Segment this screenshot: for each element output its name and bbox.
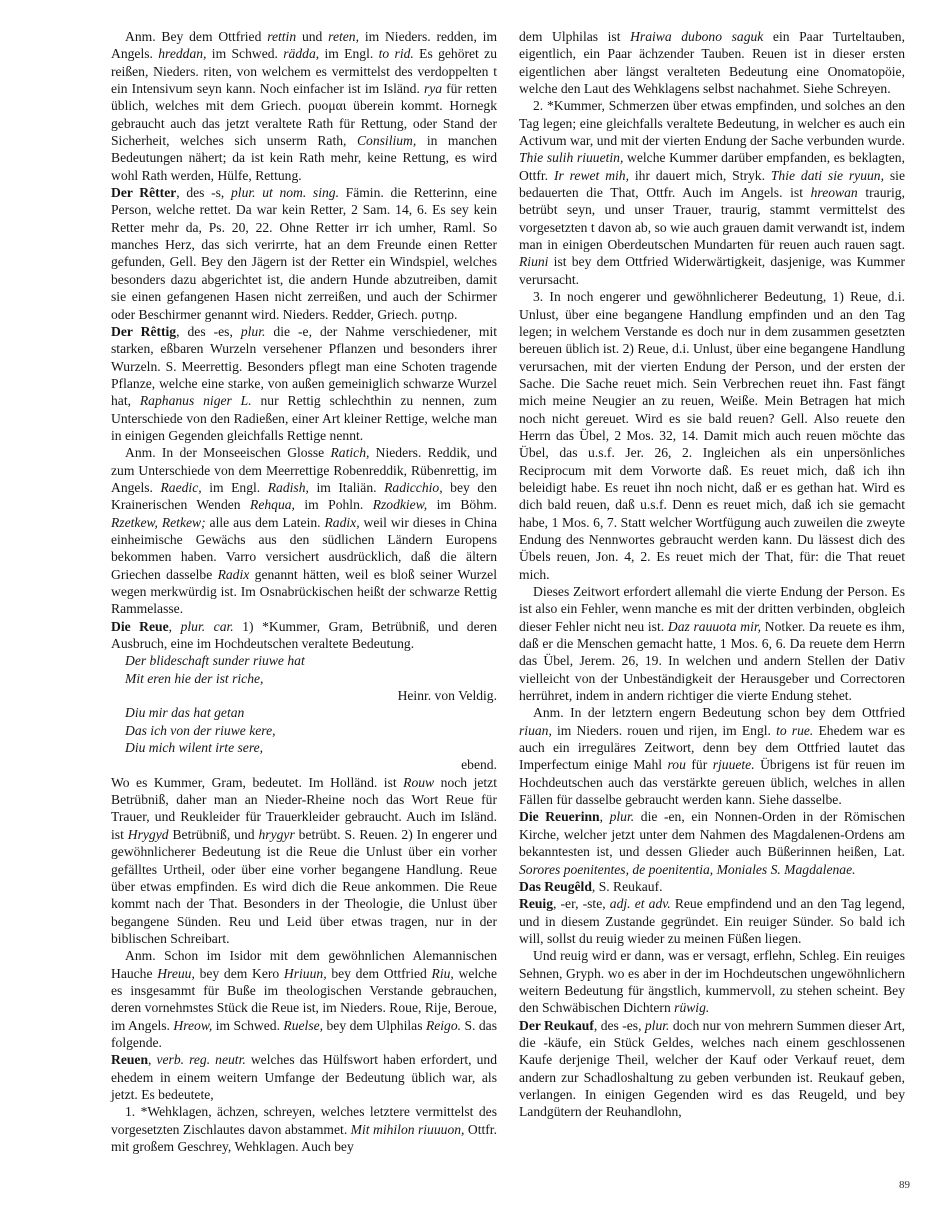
text-run: Übrigens ist für reuen im Hochdeutschen auch das verstärkte gereuen üblich, welches in allen Fällen für dasselbe gebraucht werden kann. Siehe dasselbe. [519,757,906,808]
text-run: und [296,29,329,44]
entry-paragraph [519,1017,905,1121]
italic-text: rya [423,81,443,97]
text-run: bey dem Ulphilas [323,1017,426,1033]
text-run: für [685,757,713,773]
page-number: 89 [899,1179,910,1191]
entry-paragraph [111,618,497,653]
italic-text: Raphanus niger L. [139,393,252,409]
italic-text: Mit mihilon riuuuon, [350,1121,465,1137]
text-run: , -er, -ste, [552,896,610,912]
italic-text: Consilium, [356,133,417,149]
text-run: im Italiän. [308,479,385,495]
entry-paragraph [519,895,905,947]
text-run: Anm. In der Monseeischen Glosse [125,445,331,461]
text-run: die -e, der Nahme verschiedener, mit starken, eßbaren Wurzeln versehener Pflanzen und besonders ihrer Wurzeln. S. Meerrettig. Besonders pflegt man eine Schoten tragende Pflanze, welche eine starke, von außen gemeiniglich schwarze Wurzel hat, [111,323,498,409]
italic-text: Riu, [431,965,454,981]
text-run: ihr dauert mich, Stryk. [629,167,771,183]
italic-text: hrygyr [258,826,295,842]
entry-paragraph [111,1051,497,1103]
italic-text: reten, [328,29,359,44]
headword: Die Reuerinn [519,809,600,825]
text-run: für retten üblich, welches mit dem Griech. ρυομαι überein kommt. Hornegk gebraucht auch das jetzt veraltete Rath für Rettung, oder Stand der Sicherheit, welches sich unserm Rath, [111,81,497,149]
source-citation [111,756,497,773]
italic-text: Radish, [267,479,309,495]
italic-text: Reigo. [425,1017,462,1033]
entry-paragraph [111,1103,497,1155]
italic-text: Hrygyd [127,826,169,842]
text-run: ist bey dem Ottfried Widerwärtigkeit, dasjenige, was Kummer verursacht. [519,254,905,287]
italic-text: Hraiwa dubono saguk [630,29,764,44]
italic-text: Radix [217,566,250,582]
text-run: 2. *Kummer, Schmerzen über etwas empfinden, und solches an den Tag legen; eine gleichfalls veraltete Bedeutung, in welcher es auch ein Activum war, und mit der vierten Endung der Sache verbunden wurde. [519,98,905,149]
text-run: Heinr. von Veldig. [397,688,497,704]
text-run: nur Rettig schlechthin zu nennen, zum Unterschiede von den Radießen, einer Art kleiner Rettige, welche man in einigen Gegenden gleichfalls Rettige nennt. [111,393,497,443]
text-run: ein Paar Turteltauben, eigentlich, ein Paar ächzender Tauben. Reuen ist in dieser ersten eigentlichen aber längst veralteten Bedeutung eine Onomatopöie, welche den Laut des Wehklagens selbst nachahmet. Siehe Schreyen. [519,29,905,97]
text-run: Es gehöret zu reißen, Nieders. riten, von welchem es vermittelst des verdoppelten t ein Intensivum seyn kann. Noch einfacher ist im Isländ. [111,46,498,97]
italic-text: Hreow, [173,1017,213,1033]
entry-paragraph [519,583,905,704]
left-column [111,28,497,1155]
italic-text: verb. reg. neutr. [156,1052,246,1068]
text-run: im Schwed. [212,1017,284,1033]
italic-text: riuan, [519,722,552,738]
text-run: , des -es, [176,323,241,339]
italic-text: Rehqua, [250,497,295,513]
text-run: 1) *Kummer, Gram, Betrübniß, und deren Ausbruch, eine im Hochdeutschen veraltete Bedeutung. [111,618,497,652]
verse-line [111,704,497,721]
entry-paragraph [519,97,905,288]
text-run: Diu mich wilent irte sere, [125,740,264,756]
text-run: , [168,618,181,634]
text-run: Der blideschaft sunder riuwe hat [125,653,305,669]
italic-text: hreowan [810,185,858,201]
italic-text: adj. et adv. [609,896,671,912]
text-run: ebend. [461,757,497,773]
headword: Der Reukauf [519,1017,594,1033]
text-run: Fämin. die Retterinn, eine Person, welche rettet. Da war kein Retter, 2 Sam. 14, 6. Es sey kein Retter mehr da, Ps. 20, 22. Ohne Retter irr ich umher, Raml. So manches Herz, das sich verirrte, hat an dem Freunde einen Retter gefunden, Gell. Bey den Jägern ist der Retter ein Windspiel, welches besonders dazu abgerichtet ist, die andern Hunde abzutreiben, damit sie einen gefangenen Hasen nicht zerreißen, und auch der Schirmer oder Beschirmer genannt wird. Nieders. Redder, Griech. ρυτηρ. [111,185,497,322]
text-run: Notker. Da reuete es ihm, daß er die Menschen gemacht hatte, 1 Mos. 6, 6. Da reuete dem Herrn das Übel, Jerem. 26, 19. In welchen und andern Stellen der Dativ vielleicht von der Unbeständigkeit der Herausgeber und Correctoren herrühret, indem in andern richtiger die vierte Endung stehet. [519,618,906,704]
italic-text: Thie sulih riuuetin, [519,150,624,166]
verse-line [111,670,497,687]
italic-text: hreddan, [158,46,207,62]
italic-text: Daz rauuota mir, [667,618,762,634]
italic-text: plur. car. [180,618,234,634]
italic-text: rjuuete. [712,757,755,773]
text-run: im Schwed. [206,46,284,62]
text-run: dem Ulphilas ist [519,29,631,44]
italic-text: Thie dati sie ryuun, [770,167,885,183]
text-run: , [599,809,610,825]
italic-text: Rzetkew, Retkew; [111,514,206,530]
text-run: Wo es Kummer, Gram, bedeutet. Im Holländ. ist [111,774,404,790]
text-run: , [148,1052,157,1068]
italic-text: Radix, [324,514,360,530]
headword: Reuen [111,1052,149,1068]
text-run: die -en, ein Nonnen-Orden in der Römischen Kirche, welcher jetzt unter dem Nahmen des Magdalenen-Ordens am bekanntesten ist, und dessen Glieder auch Büßerinnen heißen, Lat. [519,809,905,860]
entry-paragraph [519,28,905,97]
entry-paragraph [519,288,905,583]
italic-text: Rouw [403,774,435,790]
verse-line [111,739,497,756]
headword: Der Rêttig [111,323,177,339]
italic-text: Hreuu, [157,965,195,981]
italic-text: Ir rewet mih, [553,167,629,183]
entry-paragraph [111,323,497,444]
italic-text: rou [667,757,686,773]
italic-text: to rue. [776,722,814,738]
text-run: , S. Reukauf. [591,878,663,894]
text-run: doch nur von mehrern Summen dieser Art, die -käufe, ein Stück Geldes, welches nach einem geschlossenen Kaufe derjenige Theil, welcher der Kauf oder Verkauf reuet, dem andern zur Schadloshaltung zu geben verbunden ist. Reukauf geben, verlangen. In einigen Gegenden wird es das Reugeld, und bey Landgütern der Reuhandlohn, [519,1017,906,1120]
italic-text: Sorores poenitentes, de poenitentia, Moniales S. Magdalenae. [519,861,856,877]
headword: Der Rêtter [111,185,177,201]
italic-text: plur. ut nom. sing. [231,185,339,201]
italic-text: Ruelse, [283,1017,324,1033]
italic-text: rüwig. [674,1000,710,1016]
entry-paragraph [111,444,497,617]
text-run: sie bedauerten die That, Ottfr. Auch im Angels. ist [519,167,905,201]
italic-text: Raedic, [160,479,202,495]
text-run: Ehedem war es auch ein irreguläres Zeitwort, denn bey dem Ottfried lautet das Imperfectum einige Mahl [519,722,905,773]
italic-text: Rzodkiew, [372,497,428,513]
italic-text: rettin [267,29,297,44]
italic-text: Riuni [519,254,549,270]
text-run: betrübt. S. Reuen. 2) In engerer und gewöhnlicherer Bedeutung ist die Reue die Unlust über ein vorher gefälltes Urtheil, oder über eine vorher begangene Handlung. Reue über etwas empfinden. Es wird dich die Reue ankommen. Die Reue kommt nach der That. Besonders in der Theologie, die Unlust über begangene Sünden. Reu und Leid über etwas tragen, nur in der biblischen Schreibart. [111,826,497,946]
right-column [519,28,905,1121]
text-run: weil wir dieses in China einheimische Gewächs aus den südlichen Ländern Europens bekommen haben. Varro versichert ausdrücklich, daß die ältern Griechen dasselbe [111,514,497,582]
text-run: Anm. Schon im Isidor mit dem gewöhnlichen Alemannischen Hauche [111,948,497,981]
text-run: S. das folgende. [111,1017,498,1050]
text-run: bey dem Kero [194,965,284,981]
italic-text: Hriuun, [283,965,327,981]
text-run: , des -s, [176,185,231,201]
text-run: Mit eren hie der ist riche, [125,670,264,686]
text-run: Und reuig wird er dann, was er versagt, erflehn, Schleg. Ein reuiges Sehnen, Gryph. wo es aber in der im Hochdeutschen ungewöhnlichern weitern Bedeutung für ängstlich, kummervoll, zu stehen scheint. Bey den Schwäbischen Dichtern [519,948,905,1016]
text-run: alle aus dem Latein. [205,514,325,530]
text-run: traurig, betrübt seyn, und unser Trauer, traurig, stammt vermittelst des vorgesetzten t davon ab, so wie auch grauen damit verwandt ist, indem man in einigen Oberdeutschen Mundarten für reuen auch rauen sagt. [519,185,905,253]
text-run: Anm. In der letztern engern Bedeutung schon bey dem Ottfried [533,705,905,721]
text-run: Anm. Bey dem Ottfried [125,29,268,44]
italic-text: to rid. [378,46,414,62]
text-run: Betrübniß, und [168,826,259,842]
headword: Reuig [519,896,553,912]
italic-text: Radicchio, [384,479,443,495]
entry-paragraph [519,808,905,877]
text-run: Dieses Zeitwort erfordert allemahl die vierte Endung der Person. Es ist also ein Fehler, wenn manche es mit der dritten verbinden, obgleich dieser Fehler nicht neu ist. [519,584,905,634]
verse-line [111,652,497,669]
text-run: Diu mir das hat getan [125,705,245,721]
text-run: , des -es, [593,1017,645,1033]
text-run: im Böhm. [427,497,497,513]
entry-paragraph [111,947,497,1051]
text-run: Nieders. Reddik, und zum Unterschiede von dem Meerrettige Robenreddik, Rübenrettig, im Angels. [111,445,497,495]
text-run: welche Kummer darüber empfanden, es beklagten, Ottfr. [519,150,905,183]
source-citation [111,687,497,704]
verse-line [111,722,497,739]
text-run: im Engl. [319,46,379,62]
entry-paragraph [111,184,497,323]
text-run: welche es insgesammt für Buße im theologischen Verstande gebrauchen, deren vornehmstes Stück die Reue ist, im Nieders. Roue, Rije, Beroue, im Angels. [111,965,497,1033]
headword: Die Reue [111,618,169,634]
text-run: Ottfr. mit großem Geschrey, Wehklagen. Auch bey [111,1121,497,1154]
text-run: bey dem Ottfried [326,965,432,981]
text-run: 3. In noch engerer und gewöhnlicherer Bedeutung, 1) Reue, d.i. Unlust, über eine begangene Handlung empfinden und an den Tag legen; in welchem Verstande es doch nur in dem zusammen gesetzten bereuen üblich ist. 2) Reue, d.i. Unlust, über eine begangene Handlung verursachen, mit der vierten Endung der Person, und der ersten der Sache. Die Sache reuet mich. Sein Verbrechen reuet ihn. Fast fängt mich meine Neugier an zu reuen, Weiße. Mein Betragen hat mich noch nicht gereuet. Wird es sie bald reuen? Gell. Also reuete den Herrn das Übel, 2 Mos. 32, 14. Damit mich auch reuen möchte das Übel, das u.s.f. Jer. 26, 2. Ingleichen als ein unpersönliches Reciprocum mit dem Vorworte daß. Es reuet mich, daß ich ihn beleidigt habe. Es reuet ihn noch nicht, daß er es gethan hat. Wird es dich bald reuen, daß u.s.f. Denn es reuet mich, daß ich sie gemacht habe, 1 Mos. 6, 7. Statt welcher Wortfügung auch zuweilen die zweyte Endung des Nennwortes gebraucht werden kann. Du lässest dich des Übels reuen, Jon. 4, 2. Es reuet mich der That, für: die That reuet mich. [519,289,905,582]
text-run: 1. *Wehklagen, ächzen, schreyen, welches letztere vermittelst des vorgesetzten Zischlautes davon abstammet. [111,1104,497,1137]
text-run: Reue empfindend und an den Tag legend, und in diesem Zustande gegründet. Ein reuiger Sünder. So bald ich will, sollst du reuig wieder zu meinen Füßen liegen. [519,896,905,946]
text-run: bey den Krainerischen Wenden [111,479,497,513]
text-run: Das ich von der riuwe kere, [125,722,276,738]
text-run: im Nieders. rouen und rijen, im Engl. [551,722,777,738]
italic-text: plur. [609,809,635,825]
text-run: im Nieders. redden, im Angels. [111,29,498,62]
text-run: genannt hätten, weil es bloß seiner Wurzel wegen merkwürdig ist. Im Osnabrückischen heißt der schwarze Rettig Rammelasse. [111,566,497,617]
italic-text: plur. [240,323,266,339]
text-run: noch jetzt Betrübniß, daher man an Nieder-Rheine noch das Wort Reue für Trauer, und Reukleider für Trauerkleider gebraucht. Auch im Isländ. ist [111,774,497,842]
entry-paragraph [111,774,497,947]
entry-paragraph [519,704,905,808]
text-run: welches das Hülfswort haben erfordert, und ehedem in einem weitern Umfange der Bedeutung üblich war, als jetzt. Es bedeutete, [111,1052,498,1102]
text-run: im Pohln. [294,497,373,513]
entry-paragraph [519,878,905,895]
italic-text: Ratich, [330,445,370,461]
headword: Das Reugêld [519,878,592,894]
text-run: in manchen Bedeutungen nähert; da ist kein Rath mehr, keine Rettung, es wird wohl Rath werden, Hülfe, Rettung. [111,133,497,183]
italic-text: plur. [644,1017,670,1033]
entry-paragraph [111,28,497,184]
text-run: im Engl. [201,479,268,495]
entry-paragraph [519,947,905,1016]
italic-text: rädda, [283,46,320,62]
